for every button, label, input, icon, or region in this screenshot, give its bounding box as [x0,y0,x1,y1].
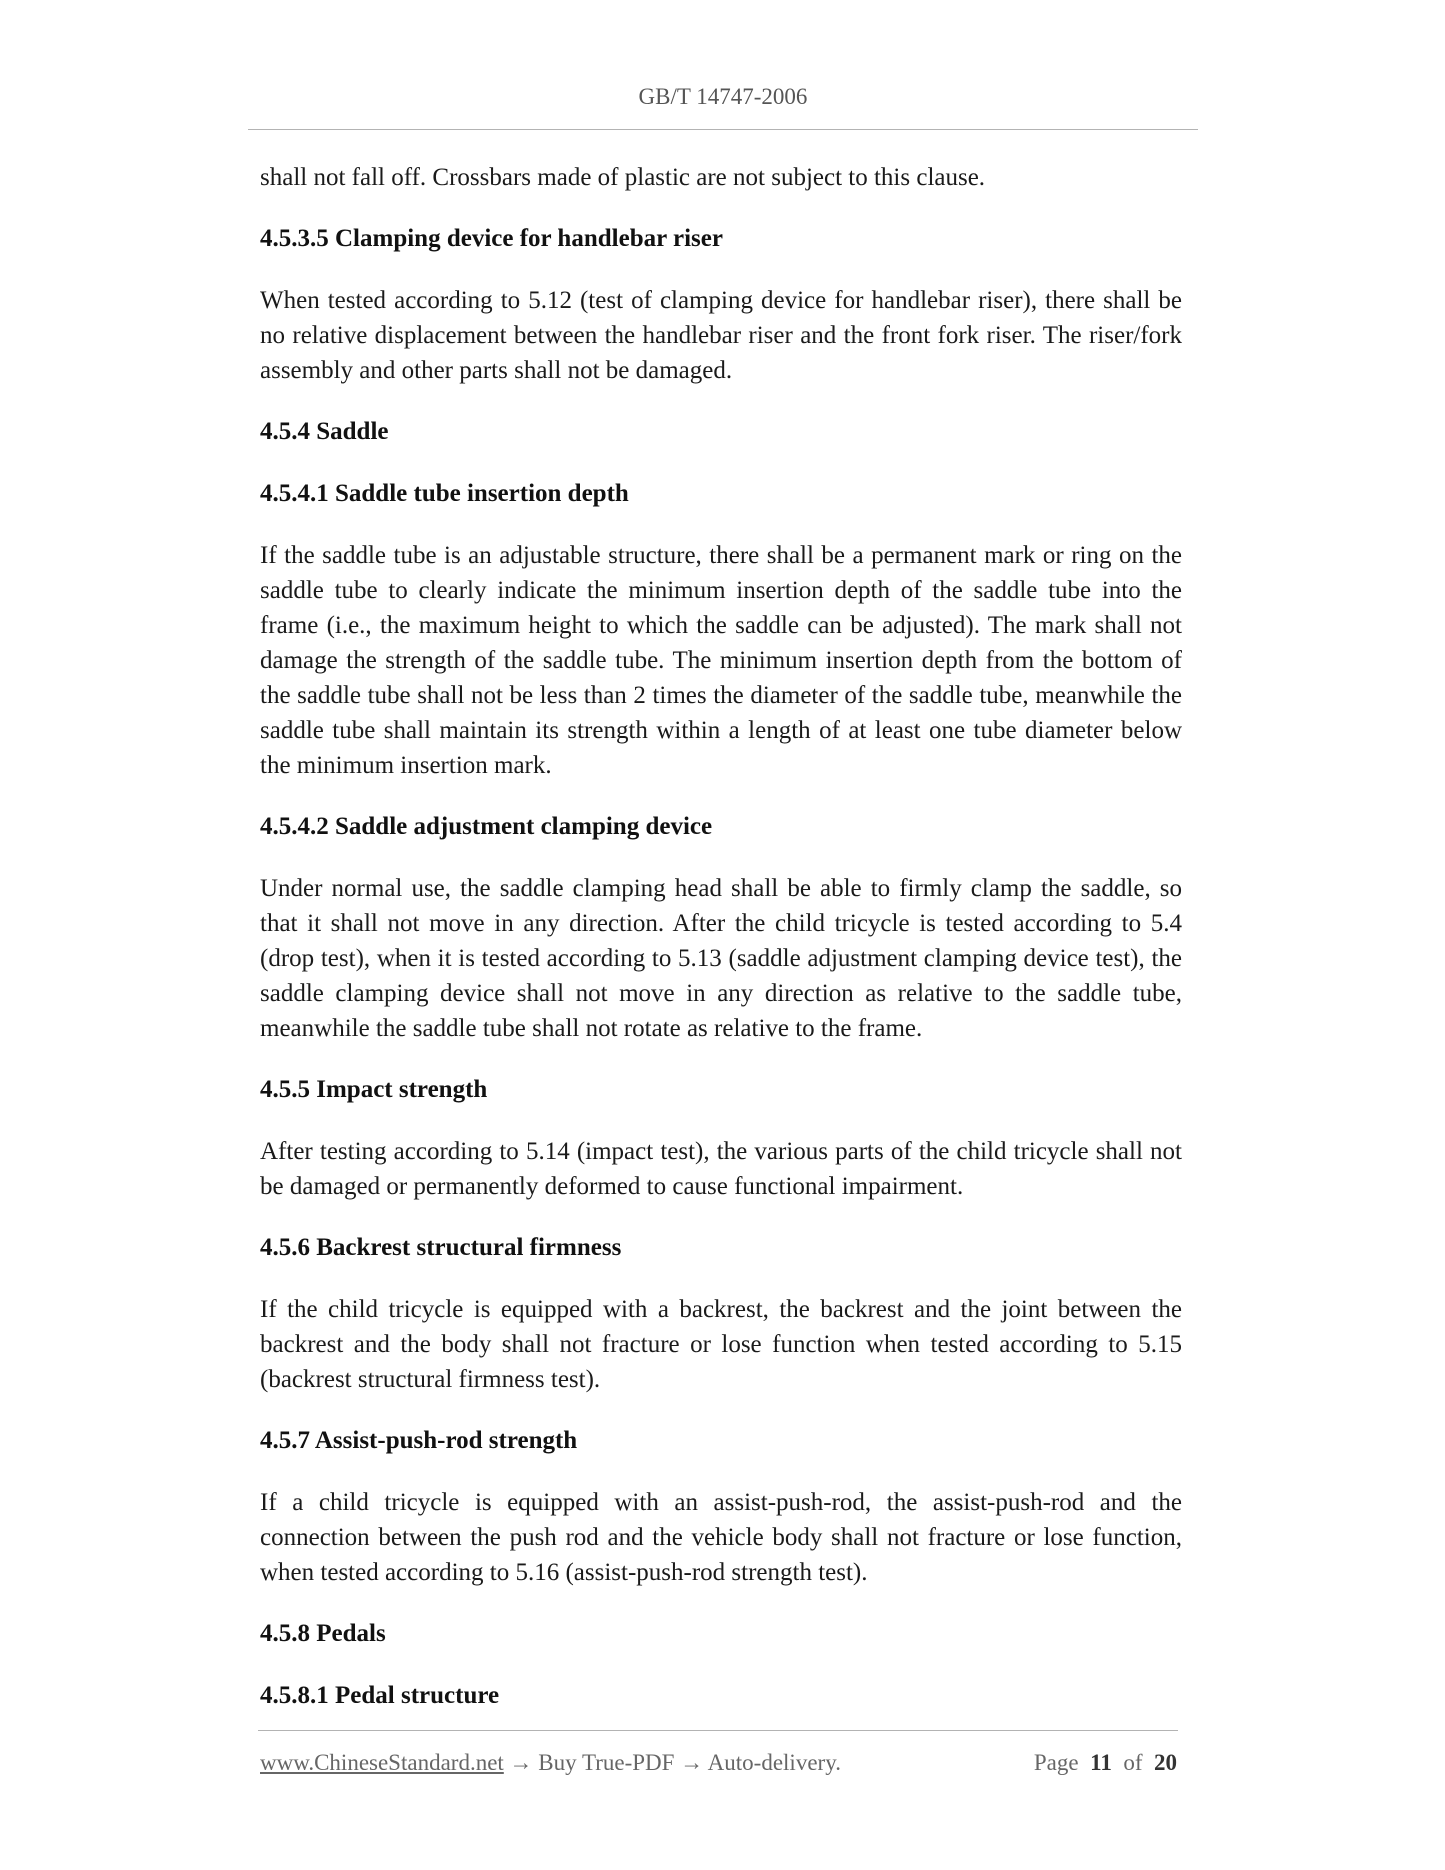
body-paragraph: After testing according to 5.14 (impact test), the various parts of the child tricycle shall not be damaged or permanently deformed to cause functional impairment. [260,1138,1182,1200]
current-page-number: 11 [1090,1750,1112,1775]
section-heading: 4.5.5 Impact strength [260,1076,488,1103]
arrow-right-icon: → [680,1750,704,1775]
section-heading: 4.5.7 Assist-push-rod strength [260,1427,578,1454]
auto-delivery-text: Auto-delivery. [707,1750,841,1775]
page-header: GB/T 14747-2006 [638,84,808,109]
of-label: of [1123,1750,1143,1775]
total-pages-number: 20 [1154,1750,1177,1775]
header-divider [248,129,1198,130]
body-paragraph: If a child tricycle is equipped with an assist-push-rod, the assist-push-rod and the connection between the push rod and the vehicle body shall not fracture or lose function, when tested according to 5.16 (assist-push-rod strength test). [260,1489,1182,1586]
section-heading: 4.5.4 Saddle [260,418,389,445]
buy-true-pdf-text: Buy True-PDF [538,1750,675,1775]
page-indicator [1034,1750,1177,1776]
document-body [260,160,1182,1740]
body-paragraph: Under normal use, the saddle clamping head shall be able to firmly clamp the saddle, so that it shall not move in any direction. After the child tricycle is tested according to 5.4 (drop test), when it is tested according to 5.13 (saddle adjustment clamping device test), the saddle clamping device shall not move in any direction as relative to the saddle tube, meanwhile the saddle tube shall not rotate as relative to the frame. [260,875,1182,1042]
section-heading: 4.5.4.1 Saddle tube insertion depth [260,480,629,507]
section-heading: 4.5.4.2 Saddle adjustment clamping device [260,813,713,840]
body-paragraph: shall not fall off. Crossbars made of plastic are not subject to this clause. [260,164,986,191]
footer-divider [258,1730,1178,1731]
body-paragraph: If the child tricycle is equipped with a backrest, the backrest and the joint between the backrest and the body shall not fracture or lose function when tested according to 5.15 (backrest structural firmness test). [260,1296,1182,1393]
section-heading: 4.5.6 Backrest structural firmness [260,1234,622,1261]
section-heading: 4.5.3.5 Clamping device for handlebar riser [260,225,723,252]
body-paragraph: When tested according to 5.12 (test of clamping device for handlebar riser), there shall be no relative displacement between the handlebar riser and the front fork riser. The riser/fork assembly and other parts shall not be damaged. [260,287,1182,384]
arrow-right-icon: → [509,1750,533,1775]
website-link[interactable]: www.ChineseStandard.net [260,1750,504,1775]
section-heading: 4.5.8.1 Pedal structure [260,1682,500,1709]
page-label: Page [1033,1750,1079,1775]
footer-promo [260,1750,841,1776]
body-paragraph: If the saddle tube is an adjustable structure, there shall be a permanent mark or ring on the saddle tube to clearly indicate the minimum insertion depth of the saddle tube into the frame (i.e., the maximum height to which the saddle can be adjusted). The mark shall not damage the strength of the saddle tube. The minimum insertion depth from the bottom of the saddle tube shall not be less than 2 times the diameter of the saddle tube, meanwhile the saddle tube shall maintain its strength within a length of at least one tube diameter below the minimum insertion mark. [260,542,1182,779]
section-heading: 4.5.8 Pedals [260,1620,386,1647]
